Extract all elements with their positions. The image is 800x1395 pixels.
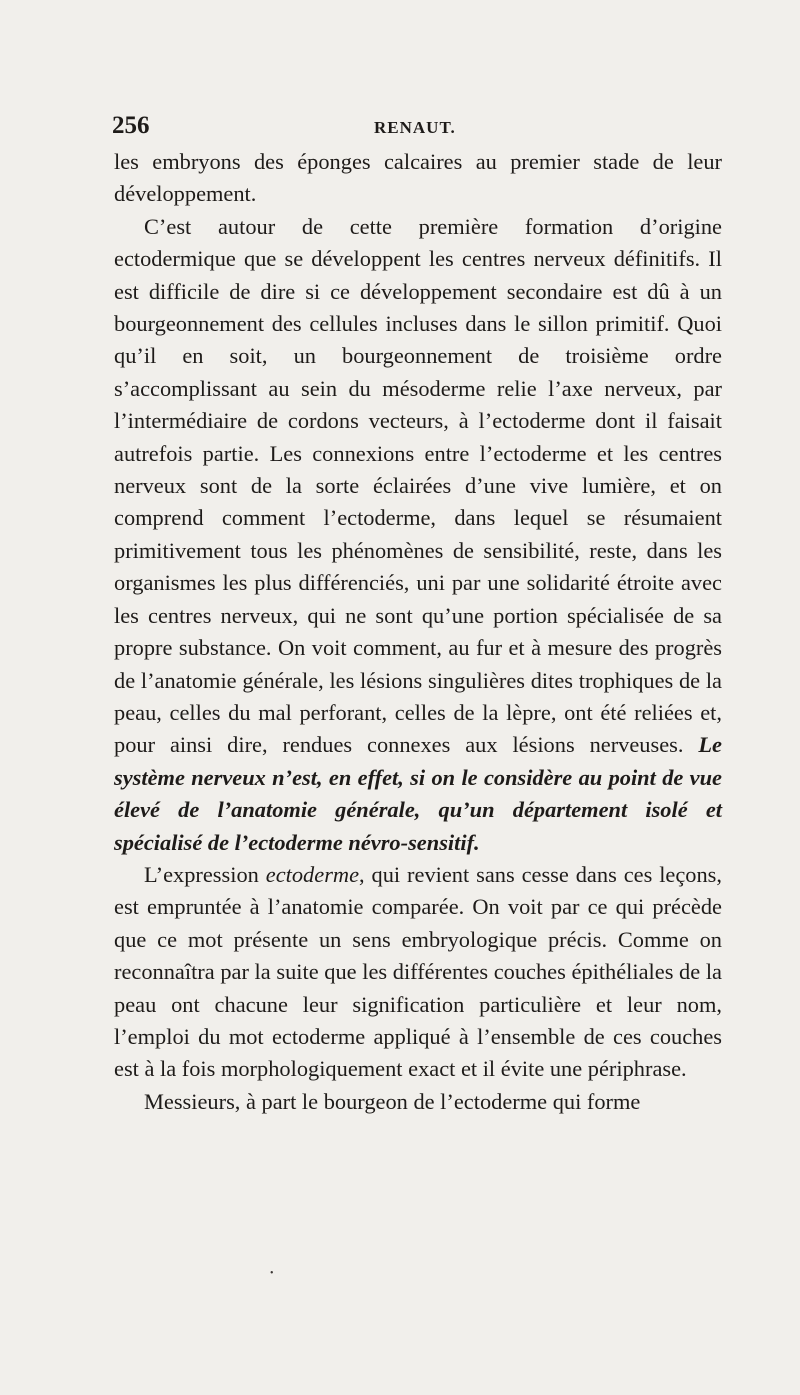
paragraph-3-rest: , qui revient sans cesse dans ces leçons, est empruntée à l’anatomie comparée. On voit par ce qui précède que ce mot présente un sens embryologique précis. Comme on reconnaîtra par la suite que les différentes couches épithéliales de la peau ont chacune leur signification particulière et leur nom, l’emploi du mot ectoderme appliqué à l’ensemble de ces couches est à la fois morphologiquement exact et il évite une périphrase. — [114, 861, 722, 1082]
paragraph-4-text: Messieurs, à part le bourgeon de l’ectoderme qui forme — [144, 1088, 641, 1114]
paragraph-2 — [114, 211, 722, 859]
paragraph-3-term: ectoderme — [265, 861, 360, 887]
paragraph-2-emphasis: Le système nerveux n’est, en effet, si on le considère au point de vue élevé de l’anatomie générale, qu’un département isolé et spécialisé de l’ectoderme névro-sensitif. — [114, 732, 722, 855]
page-header — [112, 108, 722, 144]
running-head: RENAUT. — [374, 118, 456, 137]
paragraph-2-text: C’est autour de cette première formation d’origine ectodermique que se développent les centres nerveux définitifs. Il est difficile de dire si ce développement secondaire est dû à un bourgeonnement des cellules incluses dans le sillon primitif. Quoi qu’il en soit, un bourgeonnement de troisième ordre s’accomplissant au sein du mésoderme relie l’axe nerveux, par l’intermédiaire de cordons vecteurs, à l’ectoderme dont il faisait autrefois partie. Les connexions entre l’ectoderme et les centres nerveux sont de la sorte éclairées d’une vive lumière, et on comprend comment l’ectoderme, dans lequel se résumaient primitivement tous les phénomènes de sensibilité, reste, dans les organismes les plus différenciés, uni par une solidarité étroite avec les centres nerveux, qui ne sont qu’une portion spécialisée de sa propre substance. On voit comment, au fur et à mesure des progrès de l’anatomie générale, les lésions singulières dites trophiques de la peau, celles du mal perforant, celles de la lèpre, ont été reliées et, pour ainsi dire, rendues connexes aux lésions nerveuses. — [114, 213, 722, 758]
paragraph-3-start: L’expression — [144, 861, 259, 887]
paragraph-1 — [114, 146, 722, 211]
paragraph-4 — [114, 1086, 722, 1118]
paragraph-3 — [114, 859, 722, 1086]
page-mark: • — [270, 1268, 274, 1279]
page-number: 256 — [112, 112, 150, 139]
paragraph-1-text: les embryons des éponges calcaires au premier stade de leur développement. — [114, 149, 722, 207]
body-text — [114, 146, 722, 1118]
